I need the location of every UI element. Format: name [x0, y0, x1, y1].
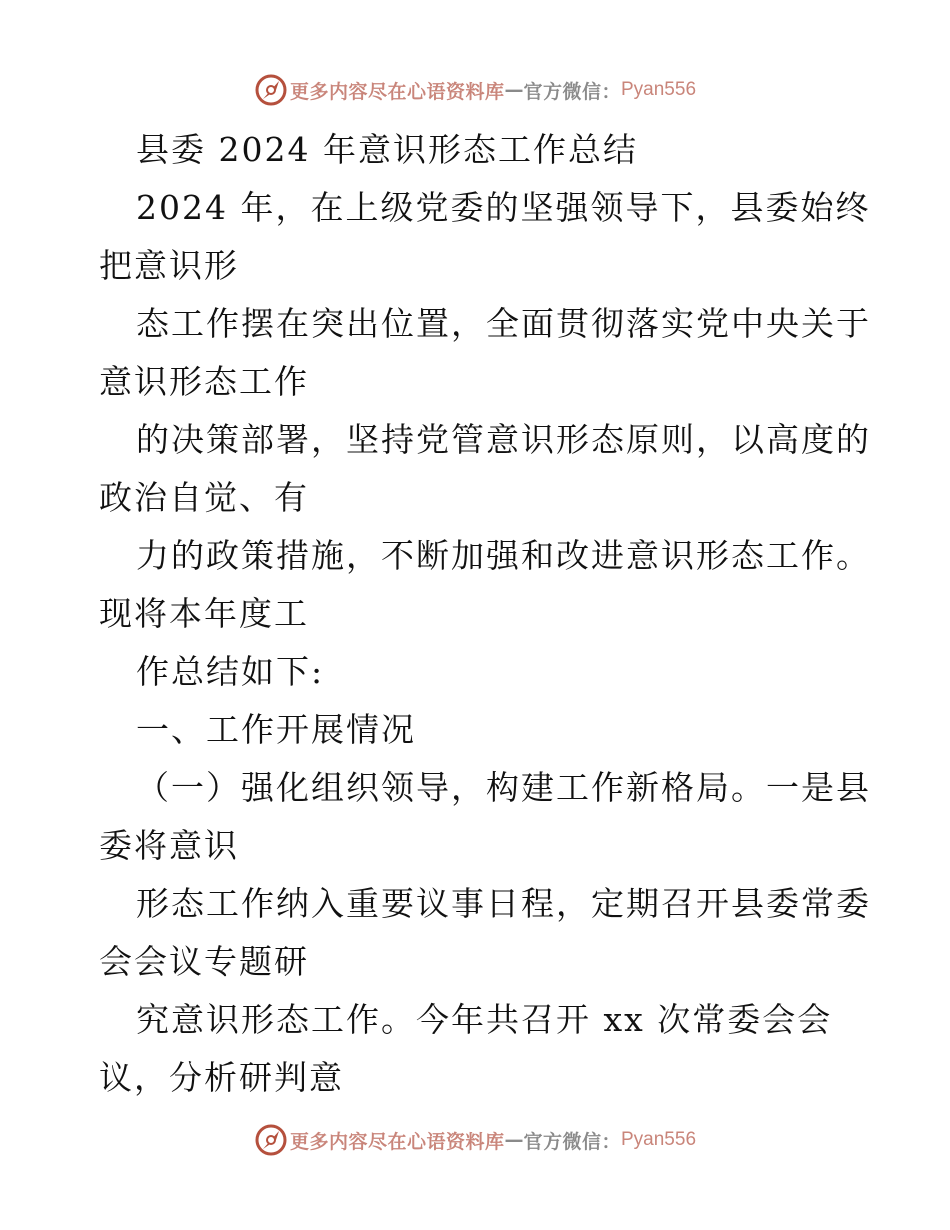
paragraph-line: 政治自觉、有 — [99, 478, 309, 517]
quill-logo-icon — [254, 1123, 288, 1157]
paragraph-line: 形态工作纳入重要议事日程，定期召开县委常委 — [136, 884, 871, 923]
paragraph-line: 议，分析研判意 — [99, 1058, 344, 1097]
footer-watermark — [0, 1120, 950, 1160]
paragraph-line: 究意识形态工作。今年共召开 xx 次常委会会 — [136, 1000, 833, 1039]
watermark-contact-label: 官方微信： — [523, 1130, 621, 1153]
watermark-contact-label: 官方微信： — [523, 80, 621, 103]
watermark-text: 更多内容尽在心语资料库 — [289, 1130, 505, 1153]
document-body — [99, 121, 871, 1107]
quill-logo-icon — [254, 73, 288, 107]
paragraph-line: 会会议专题研 — [99, 942, 309, 981]
header-watermark — [0, 70, 950, 110]
paragraph-line: 2024 年，在上级党委的坚强领导下，县委始终 — [136, 188, 871, 227]
watermark-separator: — — [504, 1129, 524, 1151]
watermark-text: 更多内容尽在心语资料库 — [289, 80, 505, 103]
paragraph-line: 委将意识 — [99, 826, 239, 865]
paragraph-line: 意识形态工作 — [99, 362, 309, 401]
paragraph-line: 现将本年度工 — [99, 594, 309, 633]
watermark-separator: — — [504, 79, 524, 101]
watermark-contact-id: Pyan556 — [621, 79, 697, 100]
section-heading: 一、工作开展情况 — [136, 710, 416, 749]
document-title: 县委 2024 年意识形态工作总结 — [136, 130, 638, 169]
subsection-heading: （一）强化组织领导，构建工作新格局。一是县 — [136, 768, 871, 807]
watermark-contact-id: Pyan556 — [621, 1129, 697, 1150]
paragraph-line: 的决策部署，坚持党管意识形态原则，以高度的 — [136, 420, 871, 459]
paragraph-line: 作总结如下: — [136, 652, 325, 691]
paragraph-line: 态工作摆在突出位置，全面贯彻落实党中央关于 — [136, 304, 871, 343]
paragraph-line: 力的政策措施，不断加强和改进意识形态工作。 — [136, 536, 871, 575]
paragraph-line: 把意识形 — [99, 246, 239, 285]
